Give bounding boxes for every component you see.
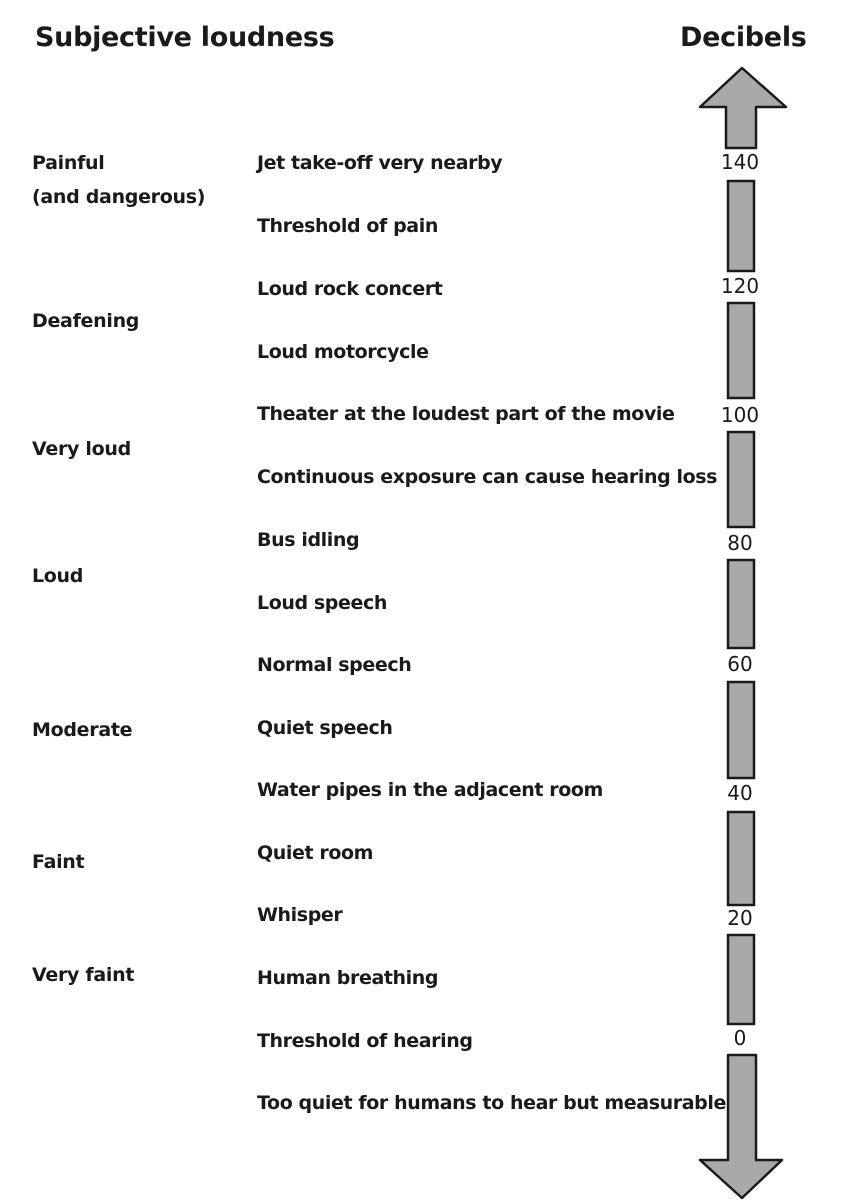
example-bus-idling: Bus idling (257, 529, 360, 551)
example-human-breathing: Human breathing (257, 967, 439, 989)
example-quiet-room: Quiet room (257, 842, 374, 864)
example-quiet-speech: Quiet speech (257, 717, 393, 739)
category-loud: Loud (32, 565, 84, 587)
down-arrow-icon (700, 1055, 782, 1198)
tick-100: 100 (720, 403, 760, 427)
scale-segment (728, 935, 754, 1024)
category-very-faint: Very faint (32, 964, 135, 986)
category-painful: Painful (and dangerous) (32, 152, 206, 208)
example-theater: Theater at the loudest part of the movie (257, 403, 675, 425)
example-threshold-of-hearing: Threshold of hearing (257, 1030, 473, 1052)
example-loud-rock-concert: Loud rock concert (257, 278, 443, 300)
category-faint: Faint (32, 851, 85, 873)
tick-80: 80 (727, 531, 753, 555)
example-loud-motorcycle: Loud motorcycle (257, 341, 429, 363)
tick-140: 140 (720, 150, 760, 174)
example-jet-takeoff: Jet take-off very nearby (257, 152, 503, 174)
scale-segment (728, 682, 754, 778)
example-threshold-of-pain: Threshold of pain (257, 215, 438, 237)
scale-segment (728, 181, 754, 271)
example-water-pipes: Water pipes in the adjacent room (257, 779, 603, 801)
example-whisper: Whisper (257, 904, 343, 926)
tick-60: 60 (727, 652, 753, 676)
example-too-quiet: Too quiet for humans to hear but measurable (257, 1092, 726, 1114)
scale-segment (728, 303, 754, 398)
up-arrow-icon (700, 68, 786, 148)
tick-20: 20 (727, 906, 753, 930)
tick-40: 40 (727, 781, 753, 805)
category-very-loud: Very loud (32, 438, 131, 460)
category-moderate: Moderate (32, 719, 133, 741)
tick-0: 0 (733, 1026, 747, 1050)
tick-120: 120 (720, 274, 760, 298)
scale-segment (728, 432, 754, 527)
subjective-loudness-heading: Subjective loudness (35, 22, 335, 53)
example-loud-speech: Loud speech (257, 592, 387, 614)
scale-segment (728, 812, 754, 905)
category-deafening: Deafening (32, 310, 140, 332)
example-normal-speech: Normal speech (257, 654, 412, 676)
scale-segment (728, 560, 754, 648)
decibels-heading: Decibels (680, 22, 807, 53)
example-continuous-exposure: Continuous exposure can cause hearing loss (257, 466, 718, 488)
